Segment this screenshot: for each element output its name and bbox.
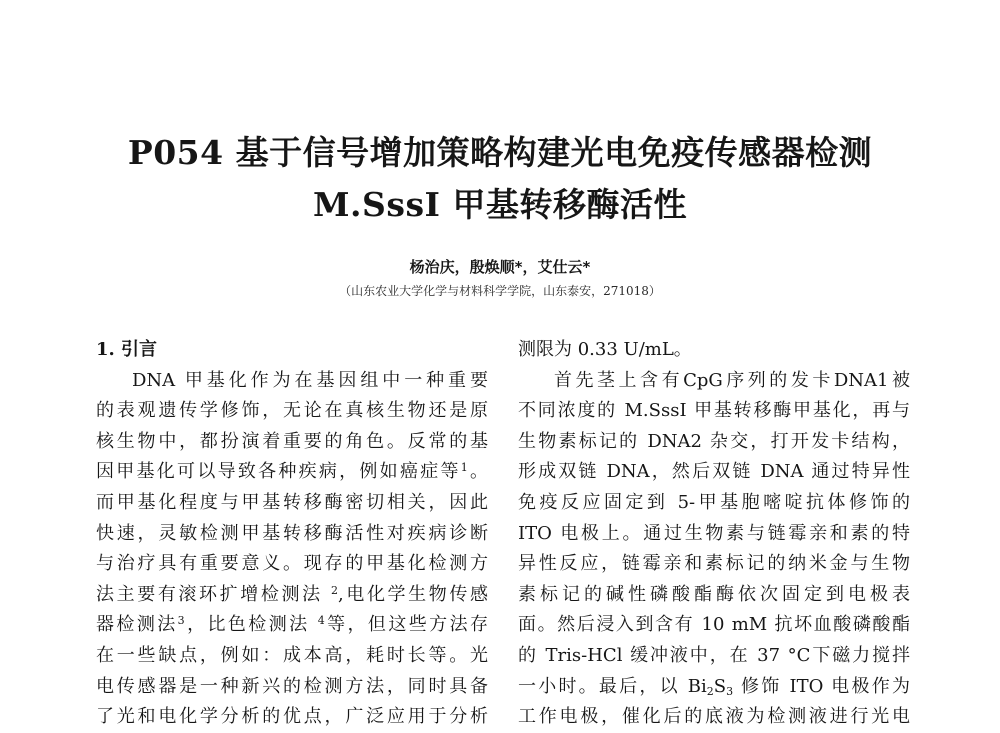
right-line-2: 不同浓度的 M.SssI 甲基转移酶甲基化，再与 [518, 400, 910, 422]
right-line-7: 异性反应，链霉亲和素标记的纳米金与生物 [518, 553, 910, 575]
left-line-11: 电传感器是一种新兴的检测方法，同时具备 [96, 675, 488, 697]
subscript: 2 [706, 684, 714, 698]
left-line-7: 与治疗具有重要意义。现存的甲基化检测方 [96, 553, 488, 575]
paper-title-line-2: M.SssI 甲基转移酶活性 [313, 185, 687, 224]
affiliation: （山东农业大学化学与材料科学学院，山东泰安，271018） [339, 284, 661, 298]
right-line-3: 生物素标记的 DNA2 杂交，打开发卡结构， [518, 430, 910, 452]
paper-title-line-1: P054 基于信号增加策略构建光电免疫传感器检测 [127, 133, 873, 172]
author-list: 杨治庆，殷焕顺*，艾仕云* [409, 258, 591, 276]
left-line-6: 快速，灵敏检测甲基转移酶活性对疾病诊断 [96, 522, 488, 544]
left-line-3: 核生物中，都扮演着重要的角色。反常的基 [96, 430, 488, 452]
citation-ref: 4 [317, 614, 325, 628]
left-line-1: DNA 甲基化作为在基因组中一种重要 [132, 369, 488, 391]
left-line-2: 的表观遗传学修饰，无论在真核生物还是原 [96, 400, 488, 422]
section-heading-introduction: 1. 引言 [96, 339, 158, 360]
right-line-9: 面。然后浸入到含有 10 mM 抗坏血酸磷酸酯 [518, 614, 910, 636]
right-line-12: 工作电极，催化后的底液为检测液进行光电 [518, 706, 910, 728]
right-column [518, 335, 910, 728]
right-line-0: 测限为 0.33 U/mL。 [518, 339, 692, 360]
right-line-11: 一小时。最后，以 $Bi_2S_3$ 修饰 ITO 电极作为 [518, 675, 910, 698]
left-line-9: 器检测法$^3$，比色检测法 $^4$等，但这些方法存 [96, 614, 488, 636]
right-line-1: 首先茎上含有CpG序列的发卡DNA1被 [554, 369, 910, 391]
right-line-8: 素标记的碱性磷酸酯酶依次固定到电极表 [518, 583, 910, 605]
right-line-6: ITO 电极上。通过生物素与链霉亲和素的特 [518, 522, 910, 544]
right-line-4: 形成双链 DNA，然后双链 DNA 通过特异性 [518, 461, 910, 483]
right-line-10: 的 Tris-HCl 缓冲液中，在 37 °C下磁力搅拌 [518, 644, 910, 666]
left-line-12: 了光和电化学分析的优点，广泛应用于分析 [96, 706, 488, 728]
citation-ref: 2 [331, 583, 339, 597]
left-column [96, 335, 489, 728]
left-line-10: 在一些缺点，例如：成本高，耗时长等。光 [96, 644, 488, 666]
subscript: 3 [726, 684, 734, 698]
right-line-5: 免疫反应固定到 5-甲基胞嘧啶抗体修饰的 [518, 491, 910, 513]
left-line-8: 法主要有滚环扩增检测法 $^2$,电化学生物传感 [96, 583, 488, 605]
citation-ref: 3 [177, 614, 185, 628]
left-line-4: 因甲基化可以导致各种疾病，例如癌症等$^1$。 [96, 461, 489, 483]
citation-ref: 1 [460, 461, 468, 475]
left-line-5: 而甲基化程度与甲基转移酶密切相关，因此 [96, 491, 488, 513]
